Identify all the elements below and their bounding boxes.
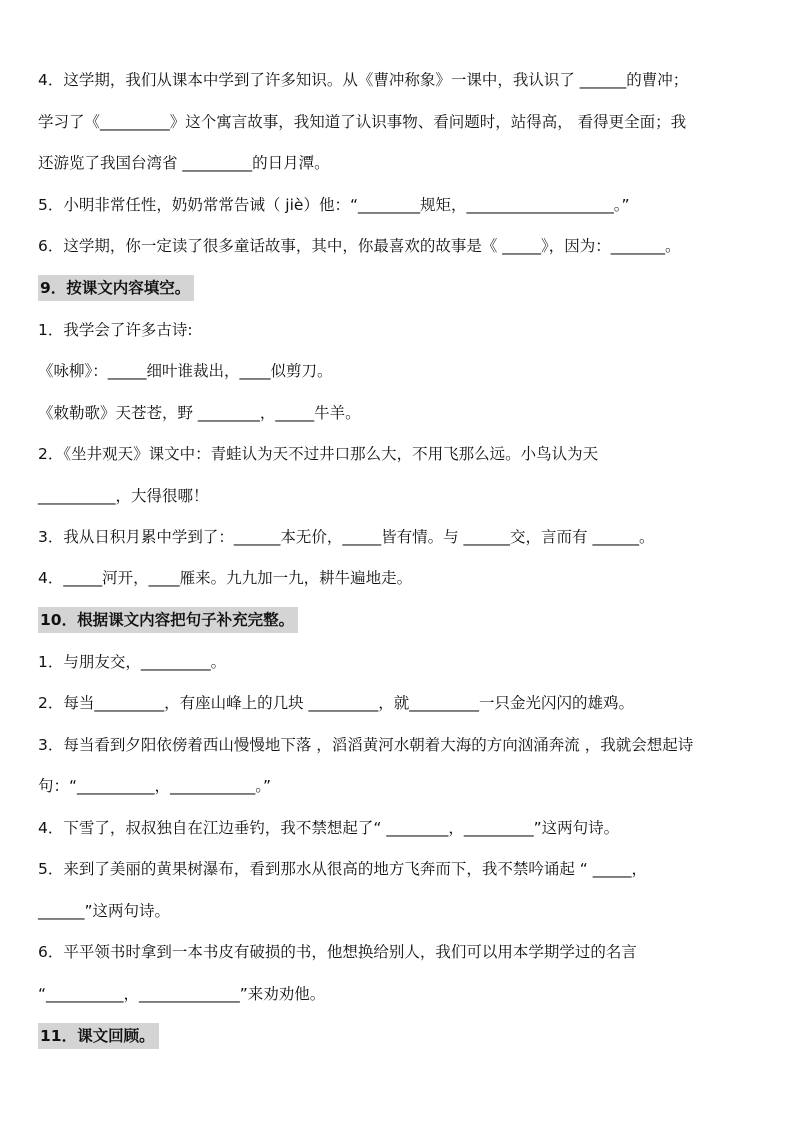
q9-1-poem-1: 《咏柳》：_____细叶谁裁出，____似剪刀。 bbox=[38, 362, 333, 380]
section-11-heading: 11．课文回顾。 bbox=[38, 1023, 159, 1049]
q8-4-line-1: 4．这学期，我们从课本中学到了许多知识。从《曹冲称象》一课中，我认识了 ______的曹冲； bbox=[38, 71, 689, 89]
q10-4-line: 4．下雪了，叔叔独自在江边垂钓，我不禁想起了“ ________，_________”这两句诗。 bbox=[38, 819, 620, 837]
q9-1-poem-2: 《敕勒歌》天苍苍，野 ________，_____牛羊。 bbox=[38, 404, 361, 422]
q8-4-line-2: 学习了《_________》这个寓言故事，我知道了认识事物、看问题时，站得高， 看得更全面；我 bbox=[38, 113, 687, 131]
q9-3-line: 3．我从日积月累中学到了：______本无价，_____皆有情。与 ______交，言而有 ______。 bbox=[38, 528, 655, 546]
q8-4-line-3: 还游览了我国台湾省 _________的日月潭。 bbox=[38, 154, 330, 172]
q9-1-line: 1．我学会了许多古诗: bbox=[38, 321, 193, 339]
q10-5-line-1: 5．来到了美丽的黄果树瀑布，看到那水从很高的地方飞奔而下，我不禁吟诵起 “ _____， bbox=[38, 860, 647, 878]
q10-6-line-1: 6．平平领书时拿到一本书皮有破损的书，他想换给别人，我们可以用本学期学过的名言 bbox=[38, 943, 637, 961]
q10-6-line-2: “__________，_____________”来劝劝他。 bbox=[38, 985, 326, 1003]
q10-1-line: 1．与朋友交，_________。 bbox=[38, 653, 227, 671]
q10-2-line: 2．每当_________，有座山峰上的几块 _________，就_________一只金光闪闪的雄鸡。 bbox=[38, 694, 635, 712]
q9-2-line-2: __________，大得很哪！ bbox=[38, 487, 209, 505]
q8-6-line: 6．这学期，你一定读了很多童话故事，其中，你最喜欢的故事是《 _____》，因为：_______。 bbox=[38, 237, 681, 255]
q9-4-line: 4．_____河开，____雁来。九九加一九，耕牛遍地走。 bbox=[38, 569, 413, 587]
q8-5-line: 5．小明非常任性，奶奶常常告诫（ jiè）他：“________规矩，___________________。” bbox=[38, 196, 630, 214]
q9-2-line-1: 2．《坐井观天》课文中：青蛙认为天不过井口那么大，不用飞那么远。小鸟认为天 bbox=[38, 445, 599, 463]
q10-3-line-1: 3．每当看到夕阳依傍着西山慢慢地下落 ，滔滔黄河水朝着大海的方向汹涌奔流 ，我就会想起诗 bbox=[38, 736, 694, 754]
q10-3-line-2: 句：“__________，___________。” bbox=[38, 777, 272, 795]
q10-5-line-2: ______”这两句诗。 bbox=[38, 902, 171, 920]
section-10-heading: 10．根据课文内容把句子补充完整。 bbox=[38, 607, 298, 633]
section-9-heading: 9．按课文内容填空。 bbox=[38, 275, 194, 301]
